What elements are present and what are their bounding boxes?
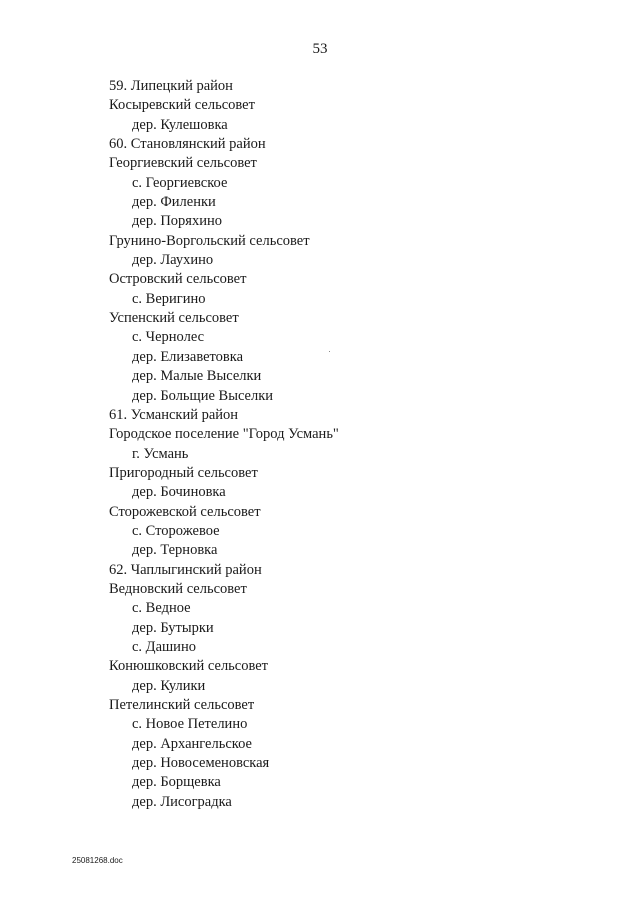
settlement-entry: дер. Больщие Выселки	[132, 387, 274, 404]
heading-entry: Грунино-Воргольский сельсовет	[109, 232, 310, 249]
settlement-entry: дер. Малые Выселки	[132, 368, 262, 385]
heading-entry: 61. Усманский район	[109, 406, 239, 423]
settlement-entry: дер. Архангельское	[132, 735, 252, 752]
settlement-entry: с. Ведное	[132, 600, 191, 617]
settlement-entry: дер. Кулики	[132, 677, 206, 694]
settlement-entry: дер. Борщевка	[132, 774, 221, 791]
heading-entry: Ведновский сельсовет	[109, 580, 247, 597]
footer-filename: 25081268.doc	[72, 856, 123, 865]
heading-entry: 60. Становлянский район	[109, 136, 266, 153]
settlement-entry: с. Сторожевое	[132, 522, 220, 539]
settlement-entry: дер. Елизаветовка	[132, 348, 244, 365]
page-number: 53	[312, 41, 328, 57]
settlement-entry: дер. Новосеменовская	[132, 755, 270, 772]
scan-speck	[329, 351, 330, 352]
settlement-entry: с. Новое Петелино	[132, 716, 248, 733]
heading-entry: Сторожевской сельсовет	[109, 503, 261, 520]
entry-list	[109, 77, 339, 812]
heading-entry: Пригородный сельсовет	[109, 464, 258, 481]
heading-entry: Конюшковский сельсовет	[109, 658, 269, 675]
heading-entry: Георгиевский сельсовет	[109, 155, 257, 172]
settlement-entry: г. Усмань	[132, 445, 189, 462]
settlement-entry: дер. Филенки	[132, 194, 216, 211]
settlement-entry: дер. Лаухино	[132, 252, 214, 269]
heading-entry: Городское поселение "Город Усмань"	[109, 426, 339, 443]
settlement-entry: дер. Бочиновка	[132, 484, 226, 501]
settlement-entry: с. Веригино	[132, 290, 206, 307]
settlement-entry: с. Чернолес	[132, 329, 205, 346]
heading-entry: Островский сельсовет	[109, 271, 247, 288]
heading-entry: 62. Чаплыгинский район	[109, 561, 262, 578]
settlement-entry: дер. Кулешовка	[132, 116, 228, 133]
settlement-entry: с. Георгиевское	[132, 174, 228, 191]
settlement-entry: дер. Терновка	[132, 542, 218, 559]
settlement-entry: дер. Поряхино	[132, 213, 222, 230]
settlement-entry: дер. Лисоградка	[132, 793, 232, 810]
settlement-entry: дер. Бутырки	[132, 619, 214, 636]
heading-entry: Петелинский сельсовет	[109, 697, 255, 713]
heading-entry: Косыревский сельсовет	[109, 97, 255, 114]
heading-entry: 59. Липецкий район	[109, 78, 233, 94]
heading-entry: Успенский сельсовет	[109, 310, 239, 327]
settlement-entry: с. Дашино	[132, 638, 196, 655]
